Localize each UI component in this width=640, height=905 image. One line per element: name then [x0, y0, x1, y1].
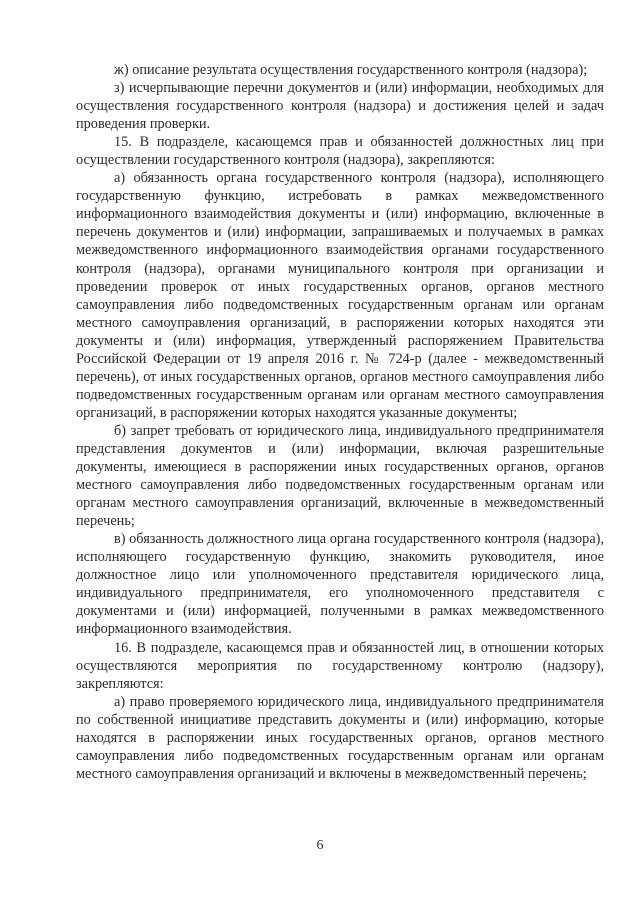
paragraph-15-b: б) запрет требовать от юридического лица, индивидуального предпринимателя представления документов и (или) информации, включая разрешительные документы, имеющиеся в распоряжении иных государственных органов, органов местного самоуправления либо подведомственных государственным органам или органам местного самоуправления организаций, включенные в межведомственный перечень; — [76, 422, 604, 530]
document-body — [76, 61, 604, 783]
paragraph-15: 15. В подразделе, касающемся прав и обязанностей должностных лиц при осуществлении государственного контроля (надзора), закрепляются: — [76, 134, 604, 169]
paragraph-16-a: а) право проверяемого юридического лица, индивидуального предпринимателя по собственной инициативе представить документы и (или) информацию, которые находятся в распоряжении иных государственных органов, органов местного самоуправления либо подведомственных государственным органам или органам местного самоуправления организаций и включены в межведомственный перечень; — [76, 693, 604, 782]
paragraph-16: 16. В подразделе, касающемся прав и обязанностей лиц, в отношении которых осуществляются мероприятия по государственному контролю (надзору), закрепляются: — [76, 639, 604, 692]
paragraph-15-v: в) обязанность должностного лица органа государственного контроля (надзора), исполняющего государственную функцию, знакомить руководителя, иное должностное лицо или уполномоченного представителя юридического лица, индивидуального предпринимателя, его уполномоченного представителя с документами и (или) информацией, полученными в рамках межведомственного информационного взаимодействия. — [76, 531, 604, 638]
paragraph-15-a: а) обязанность органа государственного контроля (надзора), исполняющего государственную функцию, истребовать в рамках межведомственного информационного взаимодействия документы и (или) информацию, включенные в перечень документов и (или) информации, запрашиваемых и получаемых в рамках межведомственного информационного взаимодействия органами государственного контроля (надзора), органами муниципального контроля при организации и проведении проверок от иных государственных органов, органов местного самоуправления либо подведомственных государственным органам или органам местного самоуправления организаций, в распоряжении которых находятся эти документы и (или) информация, утвержденный распоряжением Правительства Российской Федерации от 19 апреля 2016 г. № 724-р (далее - межведомственный перечень), от иных государственных органов, органов местного самоуправления либо подведомственных государственным органам или органам местного самоуправления организаций, в распоряжении которых находятся указанные документы; — [76, 170, 604, 421]
paragraph-zh: ж) описание результата осуществления государственного контроля (надзора); — [114, 62, 588, 78]
page-number: 6 — [316, 838, 324, 853]
paragraph-z: з) исчерпывающие перечни документов и (или) информации, необходимых для осуществления государственного контроля (надзора) и достижения целей и задач проведения проверки. — [76, 80, 604, 133]
